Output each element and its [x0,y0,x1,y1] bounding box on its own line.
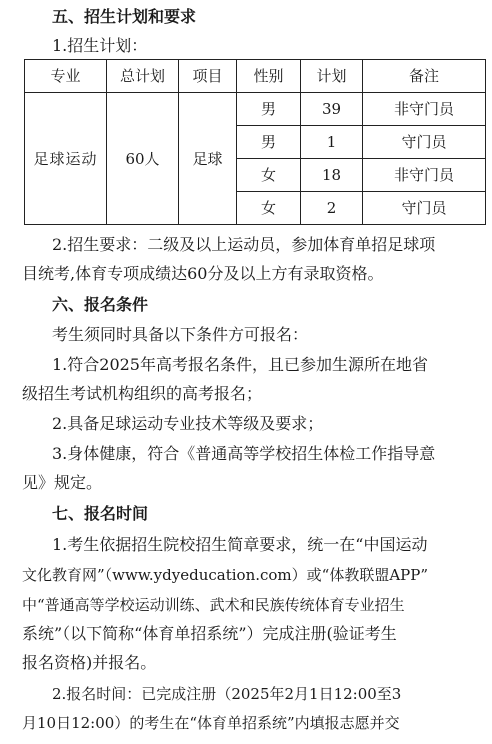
gender-cell: 女 [237,192,301,225]
table-row [25,93,486,126]
registration-p2-line-1: 2.报名时间：已完成注册（2025年2月1日12:00至3 [52,685,402,703]
note-cell: 非守门员 [363,159,486,192]
plan-cell: 2 [301,192,363,225]
registration-p1-line-4: 系统”（以下简称“体育单招系统”）完成注册(验证考生 [22,624,397,643]
major-value: 足球运动 [33,149,98,168]
note-cell: 守门员 [363,126,486,159]
registration-p1-line-3: 中“普通高等学校运动训练、武术和民族传统体育专业招生 [22,596,405,614]
conditions-intro: 考生须同时具备以下条件方可报名： [52,325,309,344]
header-major: 专业 [25,60,107,93]
enrollment-plan-table [24,59,486,225]
condition-1-line-2: 级招生考试机构组织的高考报名； [22,384,263,403]
header-project: 项目 [179,60,237,93]
header-note: 备注 [363,60,486,93]
gender-cell: 女 [237,159,301,192]
note-cell: 守门员 [363,192,486,225]
table-header-row [25,60,486,93]
section-heading-7: 七、报名时间 [52,504,149,523]
plan-cell: 39 [301,93,363,126]
project-cell: 足球 [179,93,237,225]
condition-1-line-1: 1.符合2025年高考报名条件，且已参加生源所在地省 [52,355,428,374]
plan-label: 1.招生计划： [52,36,148,55]
plan-cell: 18 [301,159,363,192]
registration-p1-line-5: 报名资格)并报名。 [22,653,157,672]
condition-2: 2.具备足球运动专业技术等级及要求； [52,414,324,433]
registration-p1-line-1: 1.考生依据招生院校招生简章要求，统一在“中国运动 [52,535,428,554]
plan-cell: 1 [301,126,363,159]
registration-p1-line-2: 文化教育网”（www.ydyeducation.com）或“体教联盟APP” [22,566,429,584]
registration-p2-line-2: 月10日12:00）的考生在“体育单招系统”内填报志愿并交 [22,714,400,732]
header-total: 总计划 [107,60,179,93]
total-cell: 60人 [107,93,179,225]
requirements-line-1: 2.招生要求：二级及以上运动员，参加体育单招足球项 [52,235,436,254]
section-heading-5: 五、招生计划和要求 [52,7,197,26]
condition-3-line-2: 见》规定。 [22,473,103,492]
gender-cell: 男 [237,126,301,159]
condition-3-line-1: 3.身体健康，符合《普通高等学校招生体检工作指导意 [52,444,436,463]
header-plan: 计划 [301,60,363,93]
note-cell: 非守门员 [363,93,486,126]
section-heading-6: 六、报名条件 [52,295,149,314]
requirements-line-2: 目统考,体育专项成绩达60分及以上方有录取资格。 [22,264,384,283]
gender-cell: 男 [237,93,301,126]
major-cell [25,93,107,225]
header-gender: 性别 [237,60,301,93]
